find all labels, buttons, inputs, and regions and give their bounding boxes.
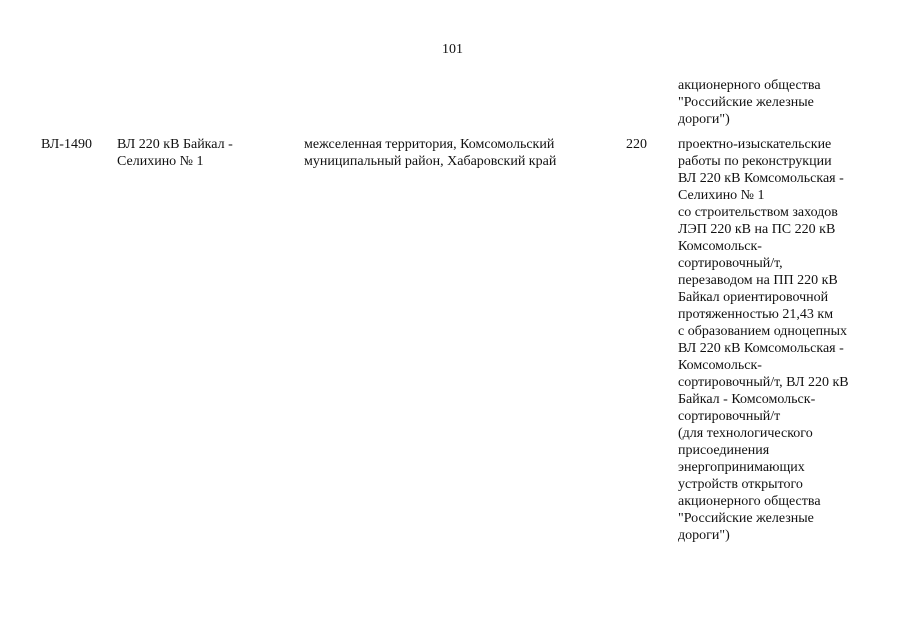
continued-description-text: акционерного общества "Российские железные дороги") [678,78,821,127]
description-cell: проектно-изыскательские работы по реконструкции ВЛ 220 кВ Комсомольская - Селихино № 1 со строительством заходов ЛЭП 220 кВ на ПС 220 кВ Комсомольск- сортировочный/т, перезаводом на ПП 220 кВ Байкал ориентировочной протяженностью 21,43 км с образованием одноцепных ВЛ 220 кВ Комсомольская - Комсомольск- сортировочный/т, ВЛ 220 кВ Байкал - Комсомольск- сортировочный/т (для технологического присоединения энергопринимающих устройств открытого акционерного общества "Российские железные дороги") [678,137,849,543]
object-name-cell: ВЛ 220 кВ Байкал - Селихино № 1 [117,137,233,169]
page-number: 101 [442,42,463,57]
object-code-cell: ВЛ-1490 [41,137,92,152]
voltage-cell: 220 [626,137,647,152]
location-cell: межселенная территория, Комсомольский муниципальный район, Хабаровский край [304,137,557,169]
